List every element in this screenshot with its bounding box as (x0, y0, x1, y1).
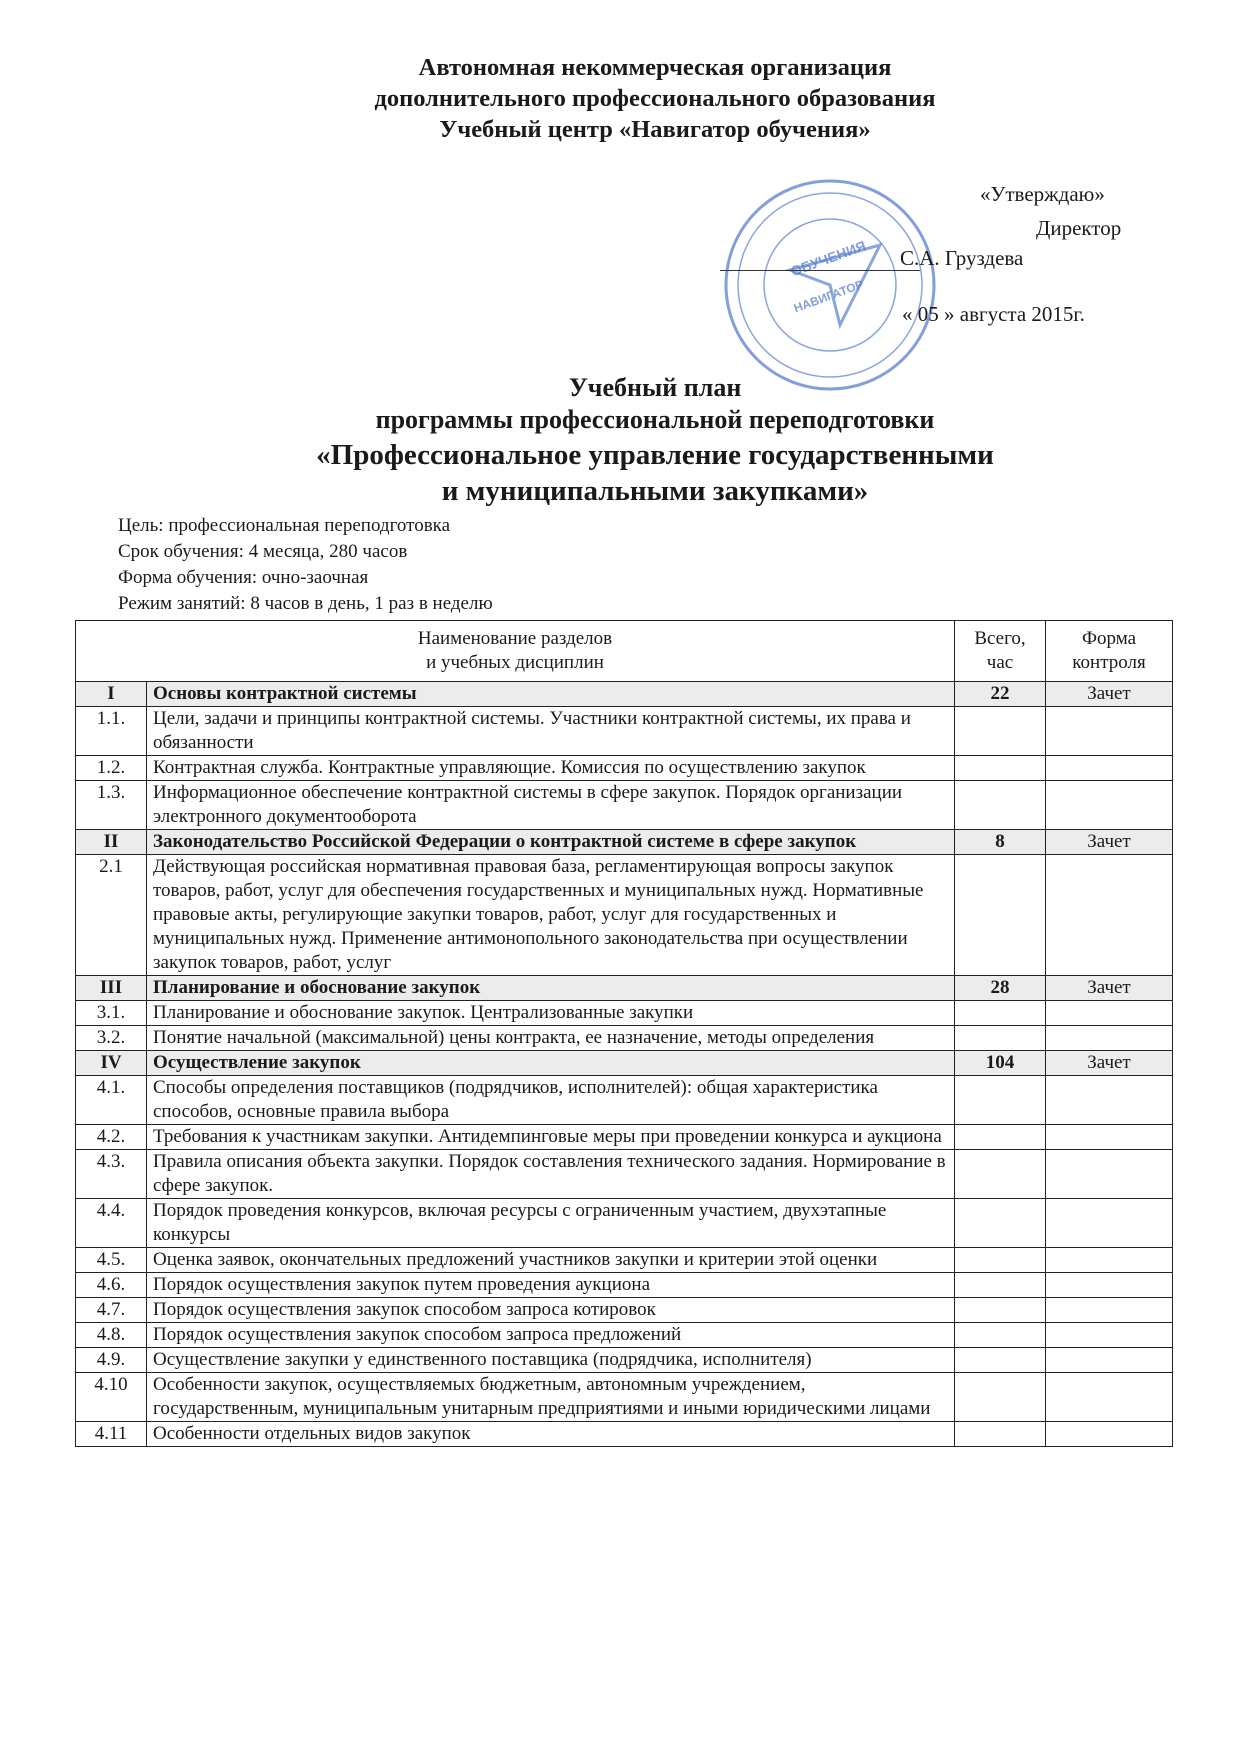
row-control-cell (1046, 1373, 1173, 1422)
row-name-cell: Контрактная служба. Контрактные управляющие. Комиссия по осуществлению закупок (147, 756, 955, 781)
table-row (76, 1026, 1173, 1051)
header-hours-cell (955, 621, 1046, 682)
row-control-cell (1046, 1248, 1173, 1273)
row-hours-cell (955, 756, 1046, 781)
row-control-cell (1046, 1026, 1173, 1051)
row-hours-cell (955, 707, 1046, 756)
table-row (76, 1422, 1173, 1447)
row-hours-cell (955, 1150, 1046, 1199)
approval-name: С.А. Груздева (900, 246, 1024, 270)
plan-title-line-1: Учебный план (568, 373, 742, 402)
row-number-cell: II (76, 830, 147, 855)
row-number-cell: 1.3. (76, 781, 147, 830)
table-row (76, 756, 1173, 781)
row-hours-cell: 104 (955, 1051, 1046, 1076)
row-hours-cell (955, 1199, 1046, 1248)
approval-date: « 05 » августа 2015г. (902, 302, 1085, 326)
row-number-cell: 4.11 (76, 1422, 147, 1447)
row-number-cell: 2.1 (76, 855, 147, 976)
organization-line-3: Учебный центр «Навигатор обучения» (439, 116, 871, 143)
section-row (76, 1051, 1173, 1076)
row-number-cell: 4.9. (76, 1348, 147, 1373)
row-name-cell: Осуществление закупок (147, 1051, 955, 1076)
row-control-cell (1046, 1323, 1173, 1348)
row-number-cell: 1.2. (76, 756, 147, 781)
table-row (76, 1348, 1173, 1373)
table-row (76, 707, 1173, 756)
row-name-cell: Информационное обеспечение контрактной системы в сфере закупок. Порядок организации электронного документооборота (147, 781, 955, 830)
row-hours-cell (955, 1348, 1046, 1373)
table-row (76, 1373, 1173, 1422)
header-control-cell (1046, 621, 1173, 682)
plan-title-line-3: «Профессиональное управление государственными (316, 439, 994, 471)
row-name-cell: Правила описания объекта закупки. Порядок составления технического задания. Нормирование в сфере закупок. (147, 1150, 955, 1199)
row-name-cell: Особенности отдельных видов закупок (147, 1422, 955, 1447)
row-number-cell: 4.2. (76, 1125, 147, 1150)
table-header-row (76, 621, 1173, 682)
row-control-cell (1046, 1199, 1173, 1248)
table-row (76, 781, 1173, 830)
meta-form: Форма обучения: очно-заочная (118, 567, 369, 588)
row-name-cell: Цели, задачи и принципы контрактной системы. Участники контрактной системы, их права и обязанности (147, 707, 955, 756)
row-control-cell (1046, 1422, 1173, 1447)
table-row (76, 1273, 1173, 1298)
row-number-cell: 1.1. (76, 707, 147, 756)
plan-title-line-2: программы профессиональной переподготовки (375, 405, 935, 434)
approval-title: «Утверждаю» (980, 182, 1105, 206)
header-name-line-2: и учебных дисциплин (426, 652, 604, 673)
row-hours-cell (955, 781, 1046, 830)
row-hours-cell: 22 (955, 682, 1046, 707)
organization-seal (720, 175, 940, 395)
row-hours-cell (955, 1125, 1046, 1150)
row-name-cell: Особенности закупок, осуществляемых бюджетным, автономным учреждением, государственным, муниципальным унитарным предприятиями и иными юридическими лицами (147, 1373, 955, 1422)
organization-line-2: дополнительного профессионального образования (374, 85, 936, 112)
header-control-line-2: контроля (1072, 652, 1146, 673)
signature-line (720, 270, 920, 271)
row-number-cell: 4.3. (76, 1150, 147, 1199)
row-name-cell: Основы контрактной системы (147, 682, 955, 707)
row-number-cell: 4.7. (76, 1298, 147, 1323)
svg-text:ОБУЧЕНИЯ: ОБУЧЕНИЯ (788, 237, 869, 280)
row-name-cell: Планирование и обоснование закупок. Централизованные закупки (147, 1001, 955, 1026)
row-hours-cell (955, 1273, 1046, 1298)
row-control-cell (1046, 855, 1173, 976)
row-number-cell: 4.5. (76, 1248, 147, 1273)
row-number-cell: I (76, 682, 147, 707)
row-control-cell: Зачет (1046, 830, 1173, 855)
row-control-cell: Зачет (1046, 1051, 1173, 1076)
row-name-cell: Понятие начальной (максимальной) цены контракта, ее назначение, методы определения (147, 1026, 955, 1051)
row-name-cell: Действующая российская нормативная правовая база, регламентирующая вопросы закупок товаров, работ, услуг для обеспечения государственных и муниципальных нужд. Нормативные правовые акты, регулирующие закупки товаров, работ, услуг для государственных и муниципальных нужд. Применение антимонопольного законодательства при осуществлении закупок товаров, работ, услуг (147, 855, 955, 976)
row-number-cell: 4.4. (76, 1199, 147, 1248)
table-row (76, 1248, 1173, 1273)
row-number-cell: 4.8. (76, 1323, 147, 1348)
row-hours-cell (955, 1373, 1046, 1422)
row-hours-cell (955, 855, 1046, 976)
row-control-cell (1046, 1001, 1173, 1026)
row-hours-cell: 28 (955, 976, 1046, 1001)
header-control-line-1: Форма (1081, 628, 1137, 649)
table-row (76, 1150, 1173, 1199)
table-row (76, 1125, 1173, 1150)
row-control-cell (1046, 1298, 1173, 1323)
meta-goal: Цель: профессиональная переподготовка (118, 515, 451, 536)
row-number-cell: 4.1. (76, 1076, 147, 1125)
table-row (76, 1076, 1173, 1125)
row-name-cell: Законодательство Российской Федерации о контрактной системе в сфере закупок (147, 830, 955, 855)
row-control-cell (1046, 1076, 1173, 1125)
row-name-cell: Оценка заявок, окончательных предложений участников закупки и критерии этой оценки (147, 1248, 955, 1273)
table-row (76, 1199, 1173, 1248)
section-row (76, 976, 1173, 1001)
row-number-cell: 3.2. (76, 1026, 147, 1051)
section-row (76, 830, 1173, 855)
row-name-cell: Осуществление закупки у единственного поставщика (подрядчика, исполнителя) (147, 1348, 955, 1373)
row-number-cell: III (76, 976, 147, 1001)
row-control-cell (1046, 1150, 1173, 1199)
header-name-cell (76, 621, 955, 682)
row-name-cell: Порядок осуществления закупок способом запроса предложений (147, 1323, 955, 1348)
row-control-cell: Зачет (1046, 682, 1173, 707)
header-name-line-1: Наименование разделов (417, 628, 613, 649)
curriculum-table (75, 620, 1173, 1447)
row-hours-cell (955, 1026, 1046, 1051)
row-hours-cell (955, 1323, 1046, 1348)
row-hours-cell (955, 1298, 1046, 1323)
row-number-cell: 4.10 (76, 1373, 147, 1422)
row-name-cell: Порядок осуществления закупок путем проведения аукциона (147, 1273, 955, 1298)
row-name-cell: Планирование и обоснование закупок (147, 976, 955, 1001)
table-row (76, 855, 1173, 976)
row-number-cell: 4.6. (76, 1273, 147, 1298)
header-hours-line-2: час (986, 652, 1014, 673)
row-control-cell (1046, 707, 1173, 756)
row-number-cell: IV (76, 1051, 147, 1076)
organization-header (0, 52, 1240, 145)
row-control-cell (1046, 756, 1173, 781)
table-row (76, 1323, 1173, 1348)
row-hours-cell (955, 1422, 1046, 1447)
row-hours-cell (955, 1001, 1046, 1026)
row-number-cell: 3.1. (76, 1001, 147, 1026)
table-row (76, 1298, 1173, 1323)
header-hours-line-1: Всего, (974, 628, 1026, 649)
organization-line-1: Автономная некоммерческая организация (418, 54, 892, 81)
row-name-cell: Требования к участникам закупки. Антидемпинговые меры при проведении конкурса и аукциона (147, 1125, 955, 1150)
row-hours-cell: 8 (955, 830, 1046, 855)
svg-text:НАВИГАТОР: НАВИГАТОР (791, 277, 866, 316)
plan-title-line-4: и муниципальными закупками» (441, 475, 869, 507)
approval-position: Директор (1036, 216, 1122, 240)
row-control-cell (1046, 781, 1173, 830)
row-control-cell: Зачет (1046, 976, 1173, 1001)
meta-mode: Режим занятий: 8 часов в день, 1 раз в неделю (118, 593, 493, 614)
table-row (76, 1001, 1173, 1026)
row-name-cell: Порядок проведения конкурсов, включая ресурсы с ограниченным участием, двухэтапные конкурсы (147, 1199, 955, 1248)
row-control-cell (1046, 1125, 1173, 1150)
row-hours-cell (955, 1248, 1046, 1273)
row-control-cell (1046, 1348, 1173, 1373)
meta-term: Срок обучения: 4 месяца, 280 часов (118, 541, 408, 562)
row-hours-cell (955, 1076, 1046, 1125)
section-row (76, 682, 1173, 707)
row-name-cell: Порядок осуществления закупок способом запроса котировок (147, 1298, 955, 1323)
row-name-cell: Способы определения поставщиков (подрядчиков, исполнителей): общая характеристика способов, основные правила выбора (147, 1076, 955, 1125)
row-control-cell (1046, 1273, 1173, 1298)
